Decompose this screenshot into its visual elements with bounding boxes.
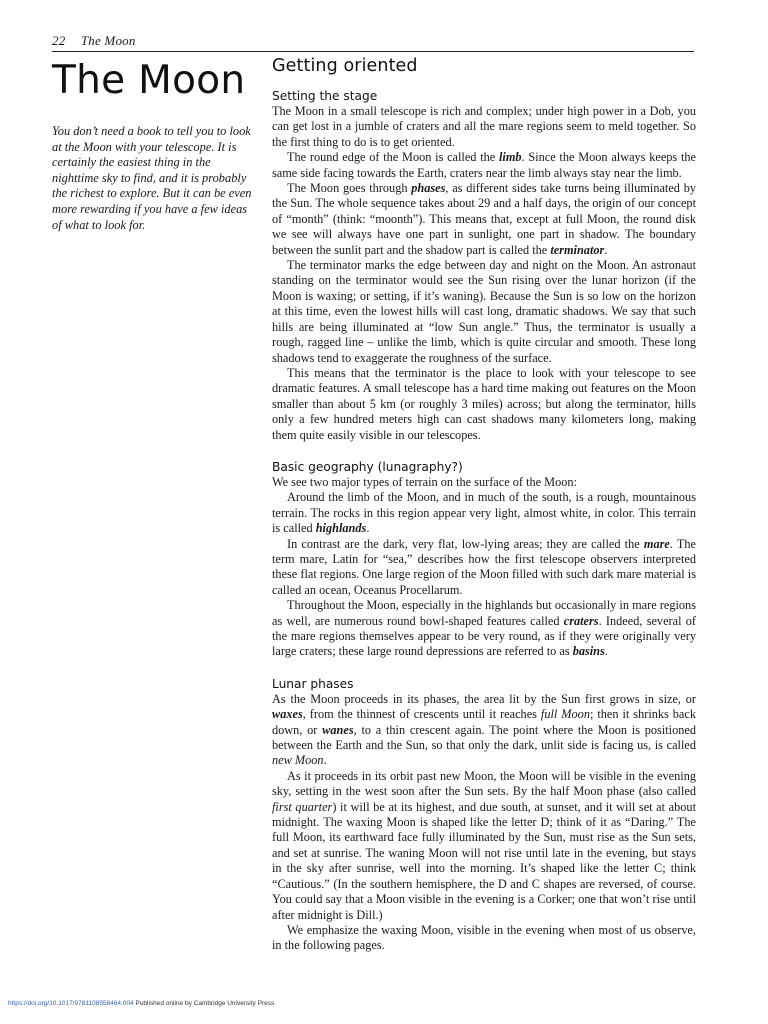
text-run: The terminator marks the edge between day and night on the Moon. An astronaut standing on the terminator would see the Sun rising over the lunar horizon (if the Moon is waxing; or setting, if it’s waning). Because the Sun is so low on the horizon at this time, even the lowest hills will cast long, dramatic shadows. We say that such hills are being illuminated at “low Sun angle.” Thus, the terminator is usually a rough, ragged line – unlike the limb, which is quite circular and smooth. These long shadows tend to exaggerate the roughness of the surface. — [272, 258, 696, 365]
text-run: . — [323, 753, 327, 768]
text-run: We emphasize the waxing Moon, visible in the evening when most of us observe, in the following pages. — [272, 922, 696, 953]
subsection-title: Setting the stage — [272, 89, 378, 103]
paragraph — [272, 490, 696, 536]
text-run: This means that the terminator is the place to look with your telescope to see dramatic features. A small telescope has a hard time making out features on the Moon smaller than about 5 km (or roughly 3 miles) across; but along the terminator, hills only a few hundred meters high can cast shadows many kilometers long, making them quite easily visible in our telescopes. — [272, 365, 696, 442]
text-run: The round edge of the Moon is called the — [287, 150, 499, 165]
text-run: ) it will be at its highest, and due south, at sunset, and it will set at about midnight. The waxing Moon is shaped like the letter D; think of it as “Daring.” The full Moon, its earthward face fully illuminated by the Sun, must rise as the Sun sets, and set at sunrise. The waning Moon will not rise until late in the evening, but stays in the sky after sunrise, well into the morning. It’s shaped like the letter C; think “Cautious.” (In the southern hemisphere, the D and C shapes are reversed, of course. You could say that a Moon visible in the evening is a Corker; one that won’t rise until after midnight is Dill.) — [272, 799, 696, 922]
paragraph — [272, 475, 696, 490]
emphasized-term: waxes — [272, 707, 303, 722]
text-run: . — [604, 644, 608, 659]
section-gap — [272, 660, 696, 676]
doi-link[interactable]: https://doi.org/10.1017/9781108558464.004 — [8, 1000, 134, 1007]
text-run: As it proceeds in its orbit past new Moon, the Moon will be visible in the evening sky, setting in the west soon after the Sun sets. By the half Moon phase (also called — [272, 768, 696, 799]
header-rule — [52, 51, 694, 52]
published-note: Published online by Cambridge University Press — [133, 1000, 275, 1007]
paragraph — [272, 537, 696, 599]
paragraph — [272, 104, 696, 150]
paragraph — [272, 692, 696, 769]
emphasized-term: phases — [411, 181, 446, 196]
subsections — [272, 88, 696, 954]
main-column — [272, 56, 696, 954]
text-run: . — [604, 242, 608, 257]
text-run: We see two major types of terrain on the surface of the Moon: — [272, 474, 577, 489]
chapter-title: The Moon — [52, 58, 246, 103]
paragraph — [272, 181, 696, 258]
text-run: Around the limb of the Moon, and in much of the south, is a rough, mountainous terrain. The rocks in this region appear very light, almost white, in color. This terrain is called — [272, 490, 696, 536]
text-run: ; then it shrinks back down, or — [272, 707, 697, 737]
running-head — [52, 33, 136, 49]
text-run: . Indeed, several of the mare regions themselves appear to be very round, as if they were originally very large craters; these large round depressions are referred to as — [272, 613, 696, 659]
text-run: . — [366, 521, 370, 536]
text-run: , as different sides take turns being illuminated by the Sun. The whole sequence takes about 29 and a half days, the origin of our concept of “month” (think: “moonth”). This means that, except at full Moon, the round disk we see will always have one part in sunlight, one part in shadow. The boundary between the sunlit part and the shadow part is called the — [272, 181, 696, 257]
emphasized-term: craters — [563, 613, 599, 628]
text-run: , to a thin crescent again. The point where the Moon is positioned between the Earth and the Sun, so that only the dark, unlit side is facing us, is called — [272, 722, 696, 753]
text-run: The Moon goes through — [287, 181, 412, 196]
emphasized-term: wanes — [322, 722, 354, 737]
page-number: 22 — [52, 33, 66, 48]
text-run: . Since the Moon always keeps the same side facing towards the Earth, craters near the limb always stay near the limb. — [272, 150, 696, 180]
text-run: In contrast are the dark, very flat, low-lying areas; they are called the — [287, 536, 644, 551]
text-run: Throughout the Moon, especially in the highlands but occasionally in mare regions as well, are numerous round bowl-shaped features called — [272, 598, 696, 628]
paragraph — [272, 366, 696, 443]
emphasized-term: full Moon — [540, 707, 590, 722]
emphasized-term: new Moon — [272, 753, 324, 768]
text-run: The Moon in a small telescope is rich and complex; under high power in a Dob, you can get lost in a jumble of craters and all the mare regions seem to meld together. So the first thing to do is to get oriented. — [272, 104, 696, 149]
subsection-title: Lunar phases — [272, 676, 354, 691]
emphasized-term: highlands — [315, 521, 367, 536]
paragraph — [272, 923, 696, 954]
emphasized-term: mare — [643, 536, 670, 551]
emphasized-term: limb — [498, 150, 522, 165]
emphasized-term: first quarter — [272, 799, 333, 814]
section-gap — [272, 443, 696, 459]
running-title: The Moon — [80, 33, 136, 48]
section-title: Getting oriented — [272, 56, 418, 76]
footer — [8, 1000, 274, 1007]
paragraph — [272, 258, 696, 366]
text-run: , from the thinnest of crescents until it reaches — [302, 707, 541, 722]
emphasized-term: basins — [572, 644, 605, 659]
text-run: As the Moon proceeds in its phases, the area lit by the Sun first grows in size, or — [272, 691, 696, 706]
chapter-abstract: You don’t need a book to tell you to look at the Moon with your telescope. It is certainly the easiest thing in the nighttime sky to find, and it is probably the richest to explore. But it can be even more rewarding if you have a few ideas of what to look for. — [52, 124, 252, 232]
paragraph — [272, 150, 696, 181]
text-run: . The term mare, Latin for “sea,” describes how the first telescope observers interpreted these flat regions. One large region of the Moon filled with such dark mare material is called an ocean, Oceanus Procellarum. — [272, 536, 696, 597]
subsection-title: Basic geography (lunagraphy?) — [272, 459, 463, 474]
paragraph — [272, 598, 696, 660]
paragraph — [272, 769, 696, 923]
emphasized-term: terminator — [550, 242, 605, 257]
